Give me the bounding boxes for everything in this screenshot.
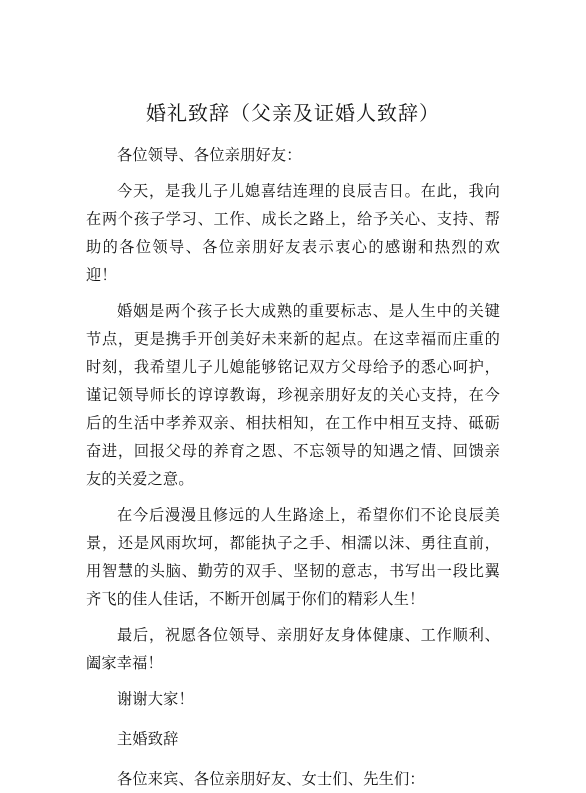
document-title: 婚礼致辞（父亲及证婚人致辞）: [146, 101, 440, 125]
section-heading: 主婚致辞: [117, 730, 179, 748]
salutation: 各位领导、各位亲朋好友：: [117, 146, 302, 164]
paragraph-closing: 最后，祝愿各位领导、亲朋好友身体健康、工作顺利、阖家幸福！: [86, 626, 500, 672]
paragraph-wishes: 在今后漫漫且修远的人生路途上，希望你们不论良辰美景，还是风雨坎坷，都能执子之手、相濡以沫、勇往直前，用智慧的头脑、勤劳的双手、坚韧的意志，书写出一段比翼齐飞的佳人佳话，不断开创属于你们的精彩人生！: [86, 506, 500, 608]
second-salutation: 各位来宾、各位亲朋好友、女士们、先生们：: [117, 770, 425, 788]
paragraph-marriage: 婚姻是两个孩子长大成熟的重要标志、是人生中的关键节点，更是携手开创美好未来新的起点。在这幸福而庄重的时刻，我希望儿子儿媳能够铭记双方父母给予的悉心呵护，谨记领导师长的谆谆教诲，珍视亲朋好友的关心支持，在今后的生活中孝养双亲、相扶相知，在工作中相互支持、砥砺奋进，回报父母的养育之恩、不忘领导的知遇之情、回馈亲友的关爱之意。: [86, 302, 500, 488]
thank-you-line: 谢谢大家！: [117, 690, 194, 708]
paragraph-thanks: 今天，是我儿子儿媳喜结连理的良辰吉日。在此，我向在两个孩子学习、工作、成长之路上，给予关心、支持、帮助的各位领导、各位亲朋好友表示衷心的感谢和热烈的欢迎！: [86, 182, 500, 284]
